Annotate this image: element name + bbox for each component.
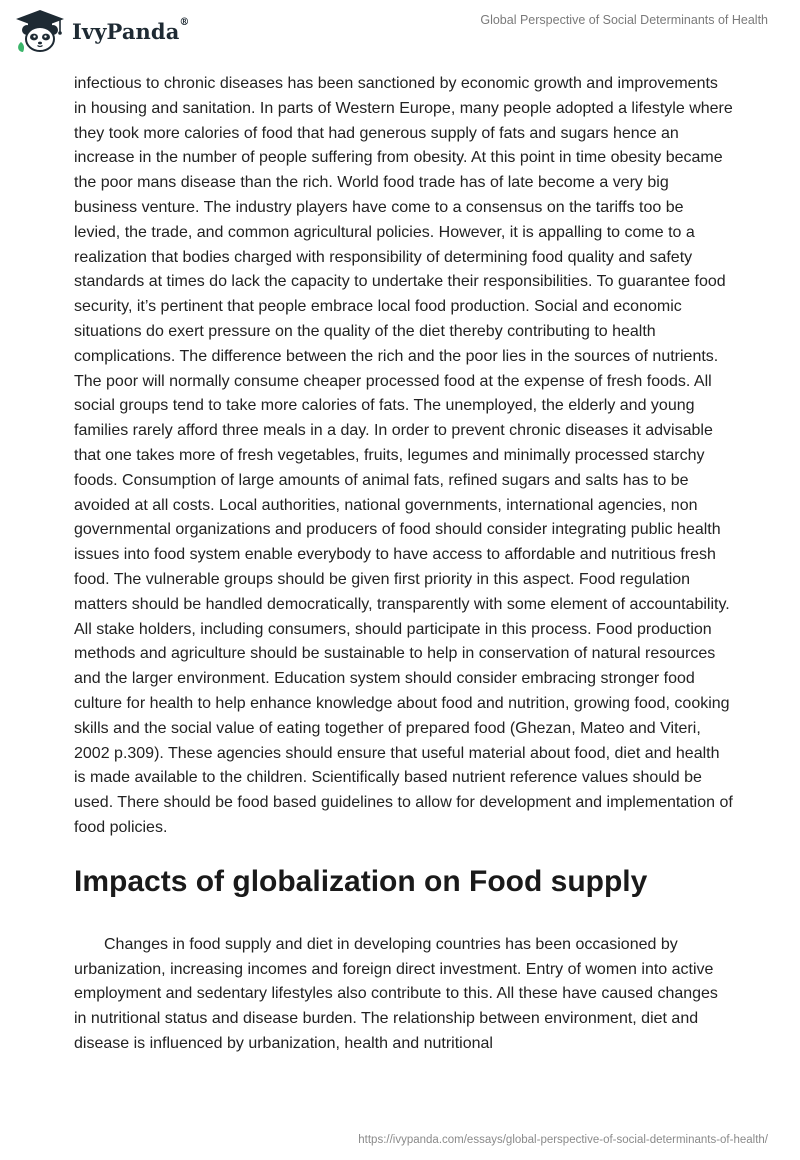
brand-name: IvyPanda® (72, 16, 190, 44)
section-heading: Impacts of globalization on Food supply (74, 864, 648, 898)
site-logo[interactable] (14, 8, 190, 54)
panda-graduation-cap-icon (14, 8, 66, 54)
source-url[interactable]: https://ivypanda.com/essays/global-perspective-of-social-determinants-of-health/ (358, 1134, 768, 1146)
article-paragraph: Changes in food supply and diet in developing countries has been occasioned by urbanization, increasing incomes and foreign direct investment. Entry of women into active employment and sedentary lifestyles also contribute to this. All these have caused changes in nutritional status and disease burden. The relationship between environment, diet and disease is influenced by urbanization, health and nutritional (74, 935, 718, 1052)
document-title: Global Perspective of Social Determinants of Health (480, 13, 768, 27)
article-paragraph: infectious to chronic diseases has been sanctioned by economic growth and improvements in housing and sanitation. In parts of Western Europe, many people adopted a lifestyle where they took more calories of food that had generous supply of fats and sugars hence an increase in the number of people suffering from obesity. At this point in time obesity became the poor mans disease than the rich. World food trade has of late become a very big business venture. The industry players have come to a consensus on the tariffs too be levied, the trade, and common agricultural policies. However, it is appalling to come to a realization that bodies charged with responsibility of determining food quality and safety standards at times do lack the capacity to undertake their responsibilities. To guarantee food security, it’s pertinent that people embrace local food production. Social and economic situations do exert pressure on the quality of the diet thereby contributing to health complications. The difference between the rich and the poor lies in the sources of nutrients. The poor will normally consume cheaper processed food at the expense of fresh foods. All social groups tend to take more calories of fats. The unemployed, the elderly and young families rarely afford three meals in a day. In order to prevent chronic diseases it advisable that one takes more of fresh vegetables, fruits, legumes and minimally processed starchy foods. Consumption of large amounts of animal fats, refined sugars and salts has to be avoided at all costs. Local authorities, national governments, international agencies, non governmental organizations and producers of food should consider integrating public health issues into food system enable everybody to have access to affordable and nutritious fresh food. The vulnerable groups should be given first priority in this aspect. Food regulation matters should be handled democratically, transparently with some element of accountability. All stake holders, including consumers, should participate in this process. Food production methods and agriculture should be sustainable to help in conservation of natural resources and the larger environment. Education system should consider embracing stronger food culture for health to help enhance knowledge about food and nutrition, growing food, cooking skills and the social value of eating together of prepared food (Ghezan, Mateo and Viteri, 2002 p.309). These agencies should ensure that useful material about food, diet and health is made available to the children. Scientifically based nutrient reference values should be used. There should be food based guidelines to allow for development and implementation of food policies. (74, 75, 733, 836)
page-header (0, 0, 800, 70)
article-body (74, 72, 734, 1057)
